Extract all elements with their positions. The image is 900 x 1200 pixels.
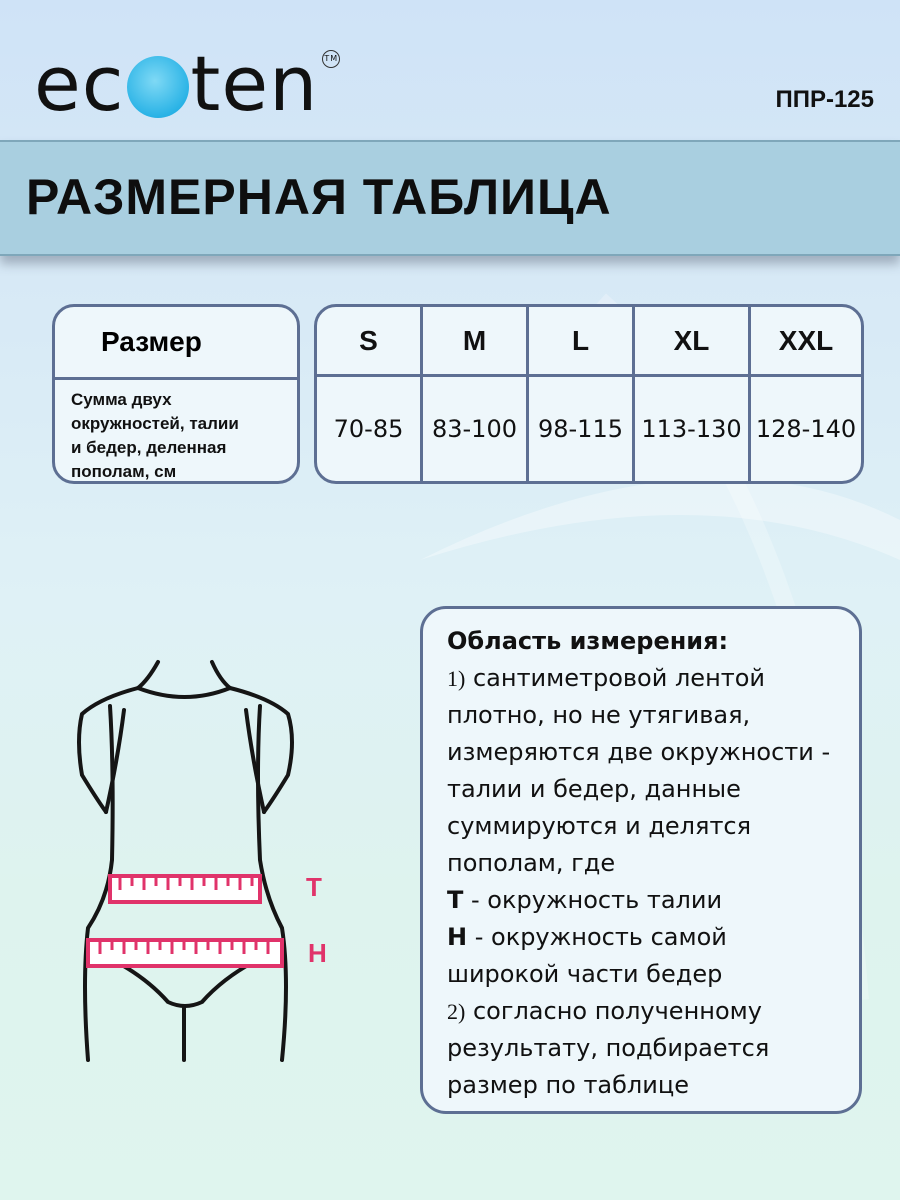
info-line-hips [447,919,843,956]
hips-letter: Н [447,923,468,951]
trademark-badge: TM [322,50,340,68]
size-description [55,380,297,484]
body-figure [60,650,360,1070]
body-outline-icon [60,650,360,1070]
size-header-l: L [529,307,635,377]
size-header-m: M [423,307,529,377]
waist-letter: Т [447,886,464,914]
size-header-s: S [317,307,423,377]
size-description-line: Сумма двух [71,390,172,409]
info-line-waist [447,882,843,919]
size-range-l: 98-115 [529,377,635,481]
size-header-xl: XL [635,307,751,377]
info-line-text: согласно полученному [472,997,762,1025]
size-label-box [52,304,300,484]
size-range-xxl: 128-140 [755,415,857,443]
size-header-label: Размер [55,307,297,380]
info-line: пополам, где [447,849,616,877]
logo-text-right: ten [190,39,319,128]
info-line: суммируются и делятся [447,812,752,840]
logo-dot-icon [127,56,189,118]
hips-text: - окружность самой [467,923,727,951]
brand-logo [34,39,339,128]
step1-number: 1) [447,666,466,691]
step2-number: 2) [447,999,466,1024]
waist-label: Т [306,872,322,902]
info-line: талии и бедер, данные [447,775,741,803]
info-line: плотно, но не утягивая, [447,701,751,729]
info-line [447,993,843,1030]
info-line-text: сантиметровой лентой [472,664,766,692]
size-header-xxl: XXL [751,307,861,377]
logo-text-left: ec [34,39,125,128]
measurement-info-box [420,606,862,1114]
size-range-s: 70-85 [317,377,423,481]
info-line [447,660,843,697]
size-description-line: окружностей, талии [71,414,239,433]
size-description-line: и бедер, деленная [71,438,227,457]
size-range-xl: 113-130 [635,377,751,481]
hips-label: Н [308,938,327,968]
info-line: размер по таблице [447,1071,689,1099]
info-title: Область измерения: [447,627,729,655]
size-range-m: 83-100 [423,377,529,481]
page-title: РАЗМЕРНАЯ ТАБЛИЦА [26,169,612,225]
title-band [0,140,900,256]
info-line: широкой части бедер [447,960,723,988]
size-table [314,304,864,484]
model-code: ППР-125 [775,86,874,113]
info-line: измеряются две окружности - [447,738,831,766]
size-description-line: пополам, см [71,462,177,481]
info-line: результату, подбирается [447,1034,770,1062]
waist-text: - окружность талии [463,886,723,914]
